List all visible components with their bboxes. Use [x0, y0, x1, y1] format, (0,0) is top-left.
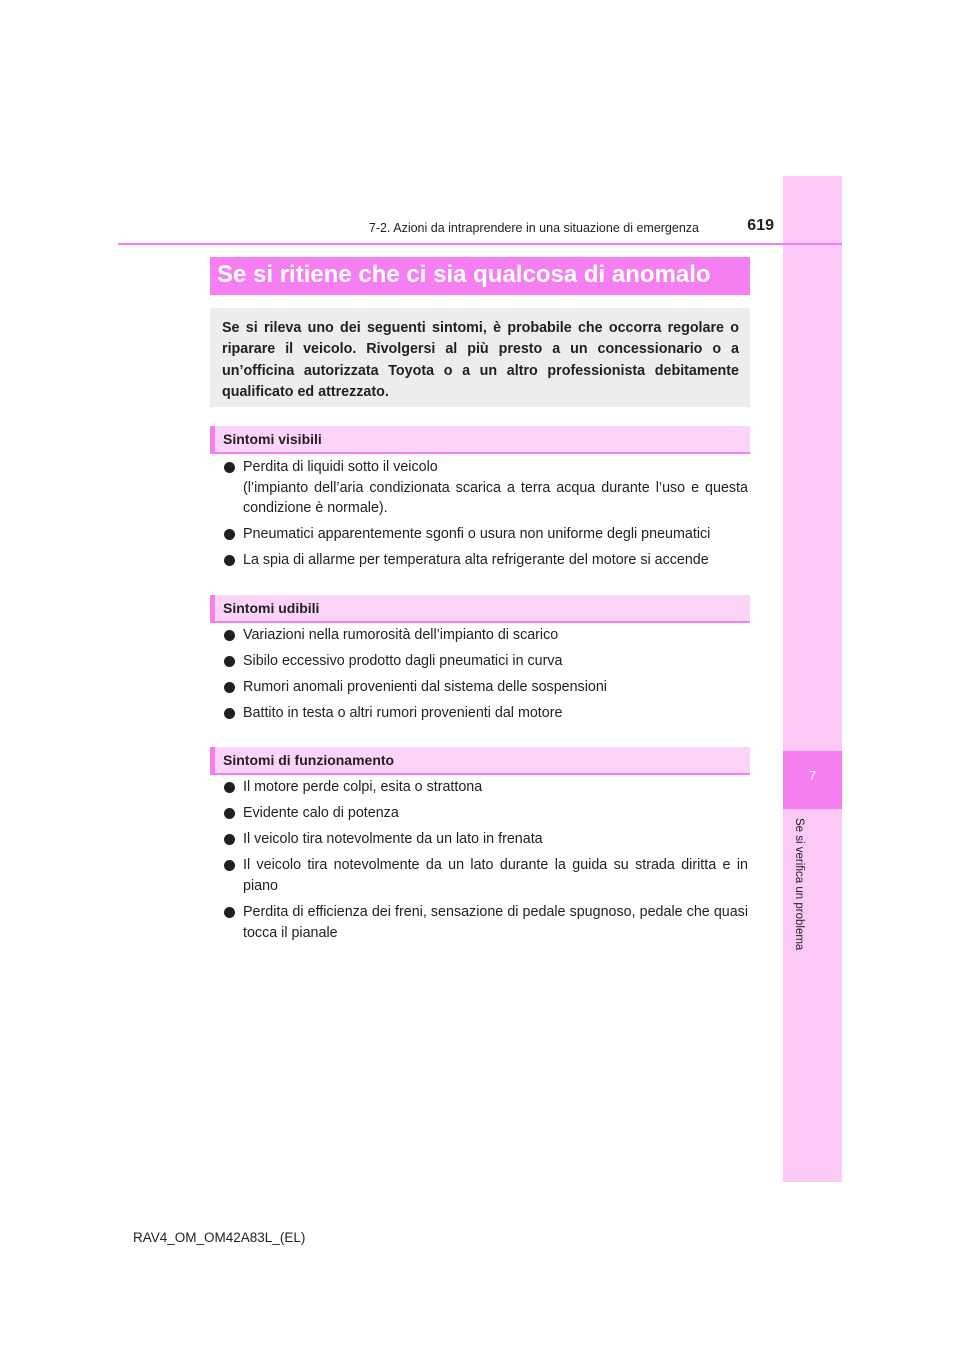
bullet-icon: [224, 907, 235, 918]
bullet-icon: [224, 834, 235, 845]
section-heading: Sintomi udibili: [223, 600, 320, 616]
list-item: Pneumatici apparentemente sgonfi o usura non uniforme degli pneumatici: [222, 524, 748, 545]
list-item: Perdita di efficienza dei freni, sensazione di pedale spugnoso, pedale che quasi tocca il pianale: [222, 902, 748, 943]
list-udibili: [222, 625, 748, 729]
bullet-icon: [224, 630, 235, 641]
bullet-icon: [224, 529, 235, 540]
section-header-visibili: [210, 426, 750, 454]
list-item: Battito in testa o altri rumori provenienti dal motore: [222, 703, 748, 724]
list-item: Sibilo eccessivo prodotto dagli pneumatici in curva: [222, 651, 748, 672]
list-funzionamento: [222, 777, 748, 949]
header-section: 7-2. Azioni da intraprendere in una situazione di emergenza: [368, 221, 699, 235]
section-heading: Sintomi di funzionamento: [223, 752, 395, 768]
bullet-icon: [224, 708, 235, 719]
chapter-number: 7: [808, 768, 817, 783]
list-item: La spia di allarme per temperatura alta refrigerante del motore si accende: [222, 550, 748, 571]
list-visibili: [222, 457, 748, 576]
section-header-udibili: [210, 595, 750, 623]
list-item: Il motore perde colpi, esita o strattona: [222, 777, 748, 798]
bullet-icon: [224, 555, 235, 566]
intro-box: [210, 308, 750, 407]
list-item: Rumori anomali provenienti dal sistema delle sospensioni: [222, 677, 748, 698]
intro-text: Se si rileva uno dei seguenti sintomi, è probabile che occorra regolare o riparare il veicolo. Rivolgersi al più presto a un concessionario o a un’officina autorizzata Toyota o a un altro professionista debitamente qualificato ed attrezzato.: [222, 320, 739, 400]
bullet-icon: [224, 462, 235, 473]
list-item: Evidente calo di potenza: [222, 803, 748, 824]
bullet-icon: [224, 782, 235, 793]
bullet-icon: [224, 808, 235, 819]
list-item: Variazioni nella rumorosità dell’impianto di scarico: [222, 625, 748, 646]
list-item: Il veicolo tira notevolmente da un lato in frenata: [222, 829, 748, 850]
page-title: Se si ritiene che ci sia qualcosa di anomalo: [217, 261, 711, 288]
list-item: Il veicolo tira notevolmente da un lato durante la guida su strada diritta e in piano: [222, 855, 748, 896]
bullet-icon: [224, 682, 235, 693]
title-bar: [210, 257, 750, 295]
list-item: Perdita di liquidi sotto il veicolo (l’impianto dell’aria condizionata scarica a terra acqua durante l’uso e questa condizione è normale).: [222, 457, 748, 519]
header-divider: [118, 243, 842, 245]
section-header-funzionamento: [210, 747, 750, 775]
chapter-label: Se si verifica un problema: [793, 818, 805, 951]
document-code: RAV4_OM_OM42A83L_(EL): [133, 1230, 306, 1245]
section-heading: Sintomi visibili: [223, 431, 322, 447]
side-strip: [783, 176, 842, 1182]
bullet-icon: [224, 656, 235, 667]
page-number: 619: [747, 217, 774, 234]
bullet-icon: [224, 860, 235, 871]
